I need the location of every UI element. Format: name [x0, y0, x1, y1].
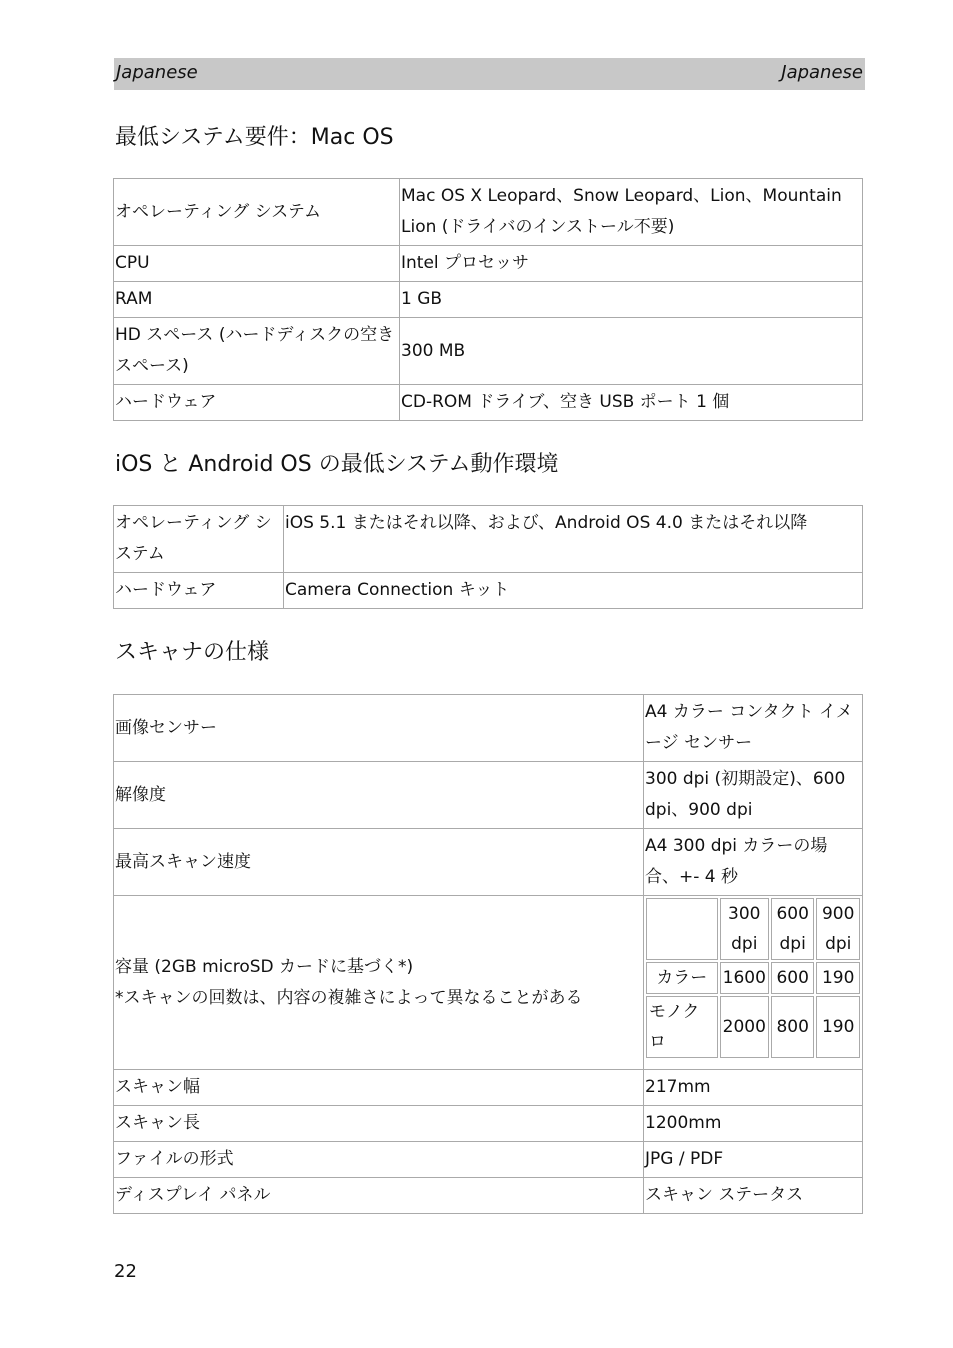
table-row: [114, 1178, 863, 1214]
section-title-mac: 最低システム要件：Mac OS: [115, 125, 394, 150]
page-number: 22: [114, 1261, 137, 1282]
cell-value: 217mm: [644, 1070, 863, 1106]
cell-label: CPU: [114, 246, 400, 282]
cell-value: 1200mm: [644, 1106, 863, 1142]
table-row: [114, 829, 863, 896]
capacity-value: 1600: [720, 962, 769, 994]
capacity-label: 容量 (2GB microSD カードに基づく*): [115, 956, 414, 977]
cell-label: オペレーティング システム: [114, 179, 400, 246]
table-row: [114, 695, 863, 762]
capacity-header: 300 dpi: [720, 898, 769, 960]
capacity-value: 190: [816, 962, 860, 994]
cell-value: CD-ROM ドライブ、空き USB ポート 1 個: [400, 385, 863, 421]
cell-value: Intel プロセッサ: [400, 246, 863, 282]
cell-label: HD スペース (ハードディスクの空きスペース): [114, 318, 400, 385]
table-row: [114, 896, 863, 1070]
table-row: [114, 573, 863, 609]
cell-value: JPG / PDF: [644, 1142, 863, 1178]
table-row: [114, 318, 863, 385]
cell-label: ハードウェア: [114, 385, 400, 421]
capacity-value: 190: [816, 996, 860, 1058]
ios-requirements-table: [113, 505, 863, 609]
table-row: [114, 385, 863, 421]
cell-label: スキャン幅: [114, 1070, 644, 1106]
header-left: Japanese: [116, 62, 198, 83]
cell-value: スキャン ステータス: [644, 1178, 863, 1214]
cell-value: iOS 5.1 またはそれ以降、および、Android OS 4.0 またはそれ以降: [284, 506, 863, 573]
cell-value: 300 dpi (初期設定)、600 dpi、900 dpi: [644, 762, 863, 829]
table-row: [114, 179, 863, 246]
capacity-note: *スキャンの回数は、内容の複雑さによって異なることがある: [115, 987, 583, 1008]
running-header: [114, 58, 865, 90]
table-row: [114, 282, 863, 318]
cell-value: Camera Connection キット: [284, 573, 863, 609]
table-row: [114, 762, 863, 829]
capacity-row-label: カラー: [646, 962, 718, 994]
cell-label: ファイルの形式: [114, 1142, 644, 1178]
capacity-corner: [646, 898, 718, 960]
cell-value: A4 300 dpi カラーの場合、+- 4 秒: [644, 829, 863, 896]
table-row: [114, 506, 863, 573]
capacity-cell: [644, 896, 863, 1070]
section-title-ios: iOS と Android OS の最低システム動作環境: [115, 452, 559, 477]
capacity-header-row: [646, 898, 860, 960]
header-right: Japanese: [781, 62, 863, 83]
section-title-scanner: スキャナの仕様: [115, 640, 270, 665]
cell-value: 1 GB: [400, 282, 863, 318]
capacity-row: [646, 962, 860, 994]
cell-label: [114, 896, 644, 1070]
cell-label: スキャン長: [114, 1106, 644, 1142]
table-row: [114, 1070, 863, 1106]
capacity-header: 600 dpi: [771, 898, 815, 960]
table-row: [114, 1142, 863, 1178]
capacity-header: 900 dpi: [816, 898, 860, 960]
table-row: [114, 246, 863, 282]
mac-requirements-table: [113, 178, 863, 421]
capacity-value: 600: [771, 962, 815, 994]
cell-value: 300 MB: [400, 318, 863, 385]
cell-label: 解像度: [114, 762, 644, 829]
capacity-value: 2000: [720, 996, 769, 1058]
capacity-row-label: モノクロ: [646, 996, 718, 1058]
cell-label: オペレーティング システム: [114, 506, 284, 573]
cell-value: Mac OS X Leopard、Snow Leopard、Lion、Mountain Lion (ドライバのインストール不要): [400, 179, 863, 246]
table-row: [114, 1106, 863, 1142]
scanner-spec-table: [113, 694, 863, 1214]
cell-label: 最高スキャン速度: [114, 829, 644, 896]
cell-label: ディスプレイ パネル: [114, 1178, 644, 1214]
cell-label: ハードウェア: [114, 573, 284, 609]
capacity-table: [644, 896, 862, 1060]
capacity-value: 800: [771, 996, 815, 1058]
cell-label: 画像センサー: [114, 695, 644, 762]
capacity-row: [646, 996, 860, 1058]
cell-label: RAM: [114, 282, 400, 318]
cell-value: A4 カラー コンタクト イメージ センサー: [644, 695, 863, 762]
